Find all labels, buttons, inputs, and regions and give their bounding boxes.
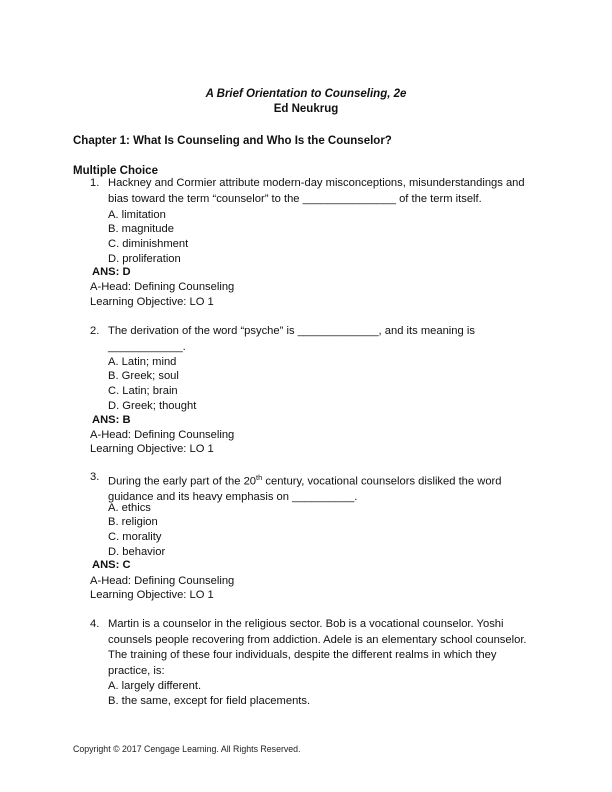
option-b: B. religion	[108, 516, 158, 528]
option-c: C. diminishment	[108, 238, 189, 250]
stem-line	[108, 470, 530, 490]
stem-line: ____________.	[108, 340, 186, 353]
question-number: 3.	[90, 471, 100, 483]
learning-objective: Learning Objective: LO 1	[90, 589, 214, 601]
stem-line: counsels people recovering from addiction. Adele is an elementary school counselor.	[108, 633, 527, 646]
learning-objective: Learning Objective: LO 1	[90, 443, 214, 455]
copyright-footer: Copyright © 2017 Cengage Learning. All Rights Reserved.	[73, 744, 301, 754]
option-b: B. magnitude	[108, 223, 174, 235]
answer-key: ANS: D	[92, 266, 131, 278]
question-number: 1.	[90, 177, 100, 189]
a-head: A-Head: Defining Counseling	[90, 575, 235, 587]
question-4	[90, 617, 530, 679]
stem-line: The training of these four individuals, despite the different realms in which they	[108, 649, 497, 661]
question-1	[90, 176, 530, 207]
option-a: A. limitation	[108, 209, 166, 221]
option-c: C. morality	[108, 531, 162, 543]
option-d: D. proliferation	[108, 253, 181, 265]
stem-text: century, vocational counselors disliked the word	[262, 475, 502, 488]
a-head: A-Head: Defining Counseling	[90, 281, 235, 293]
option-b: B. Greek; soul	[108, 370, 179, 382]
question-number: 2.	[90, 325, 100, 337]
option-b: B. the same, except for field placements.	[108, 695, 311, 707]
stem-line: Martin is a counselor in the religious sector. Bob is a vocational counselor. Yoshi	[108, 618, 504, 630]
answer-key: ANS: C	[92, 559, 131, 571]
learning-objective: Learning Objective: LO 1	[90, 296, 214, 308]
question-stem	[108, 176, 530, 207]
option-c: C. Latin; brain	[108, 385, 178, 397]
section-title: Multiple Choice	[73, 165, 158, 177]
question-3	[90, 470, 530, 506]
option-a: A. Latin; mind	[108, 356, 177, 368]
chapter-title: Chapter 1: What Is Counseling and Who Is the Counselor?	[73, 135, 392, 147]
option-a: A. ethics	[108, 502, 151, 514]
stem-text: During the early part of the 20	[108, 475, 257, 488]
answer-key: ANS: B	[92, 414, 131, 426]
stem-line: Hackney and Cormier attribute modern-day misconceptions, misunderstandings and	[108, 177, 525, 189]
stem-line: practice, is:	[108, 664, 165, 677]
book-title: A Brief Orientation to Counseling, 2e	[205, 88, 407, 100]
superscript: th	[256, 473, 263, 482]
question-stem	[108, 470, 530, 506]
question-stem	[108, 324, 530, 355]
stem-line: The derivation of the word “psyche” is _____________, and its meaning is	[108, 325, 475, 337]
stem-line: bias toward the term “counselor” to the _______________ of the term itself.	[108, 192, 482, 205]
question-stem	[108, 617, 530, 679]
option-d: D. behavior	[108, 546, 166, 558]
stem-line: guidance and its heavy emphasis on __________.	[108, 491, 358, 504]
question-2	[90, 324, 530, 355]
author-name: Ed Neukrug	[273, 103, 339, 115]
option-a: A. largely different.	[108, 680, 202, 692]
option-d: D. Greek; thought	[108, 400, 197, 412]
question-number: 4.	[90, 618, 100, 630]
a-head: A-Head: Defining Counseling	[90, 429, 235, 441]
